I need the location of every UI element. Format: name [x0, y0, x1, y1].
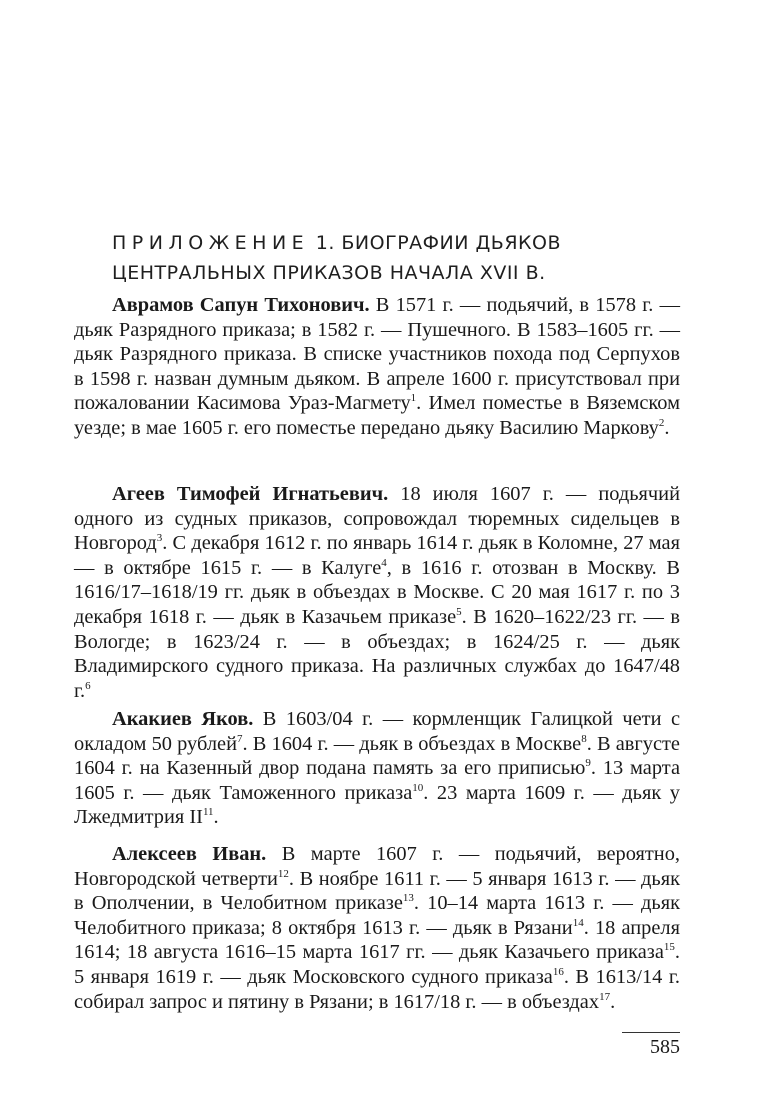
entry-name: Алексеев Иван.	[112, 843, 267, 865]
entry-paragraph	[74, 482, 680, 703]
entry-text: . 10–14 марта 1613 г. — дьяк Челобитного приказа; 8 октября 1613 г. — дьяк в Рязани	[74, 892, 681, 939]
footnote-ref: 4	[381, 556, 387, 569]
biography-entry	[74, 707, 680, 830]
entry-text: . В 1604 г. — дьяк в объездах в Москве	[242, 732, 582, 755]
entry-text: В марте 1607 г. — подьячий, вероятно, Новгородской четверти	[74, 843, 681, 890]
entry-paragraph	[74, 707, 680, 830]
entry-text: . 5 января 1619 г. — дьяк Московского судного приказа	[74, 941, 680, 988]
footnote-ref: 11	[202, 806, 214, 819]
footnote-ref: 15	[663, 941, 675, 954]
footnote-ref: 10	[412, 781, 424, 794]
footnote-ref: 2	[658, 417, 665, 430]
entry-text: . В ноябре 1611 г. — 5 января 1613 г. — дьяк в Ополчении, в Челобитном приказе	[74, 867, 680, 915]
entry-paragraph	[74, 842, 680, 1014]
entry-text: .	[664, 416, 670, 439]
entry-text: 18 июля 1607 г. — подьячий одного из судных приказов, сопровождал тюремных сидельцев в Новгород	[74, 483, 680, 555]
entry-paragraph	[74, 293, 680, 441]
biography-entry	[74, 842, 680, 1014]
footnote-ref: 5	[456, 606, 462, 619]
entry-text: . Имел поместье в Вяземском уезде; в мае 1605 г. его поместье передано дьяку Василию Маркову	[74, 392, 680, 439]
heading-line-1-rest: 1. БИОГРАФИИ ДЬЯКОВ	[315, 232, 562, 254]
page-number: 585	[650, 1036, 680, 1058]
entry-text: В 1571 г. — подьячий, в 1578 г. — дьяк Разрядного приказа; в 1582 г. — Пушечного. В 1583–1605 гг. — дьяк Разрядного приказа. В списке участников похода под Серпухов в 1598 г. назван думным дьяком. В апреле 1600 г. присутствовал при пожаловании Касимова Ураз-Магмету	[74, 294, 680, 415]
biography-entry	[74, 482, 680, 703]
entry-text: .	[610, 990, 616, 1013]
entry-text: . С декабря 1612 г. по январь 1614 г. дьяк в Коломне, 27 мая — в октябре 1615 г. — в Калуге	[74, 532, 680, 579]
footnote-ref: 1	[410, 392, 417, 405]
entry-text: , в 1616 г. отозван в Москву. В 1616/17–1618/19 гг. дьяк в объездах в Москве. С 20 мая 1617 г. по 3 декабря 1618 г. — дьяк в Казачьем приказе	[74, 556, 680, 628]
footnote-ref: 6	[85, 679, 91, 692]
page-number-rule	[622, 1032, 680, 1033]
entry-text: . В 1620–1622/23 гг. — в Вологде; в 1623/24 г. — в объездах; в 1624/25 г. — дьяк Владимирского судного приказа. На различных службах до 1647/48 г.	[74, 605, 681, 702]
footnote-ref: 7	[236, 732, 243, 745]
footnote-ref: 17	[599, 990, 611, 1003]
footnote-ref: 14	[572, 916, 584, 929]
biography-entry	[74, 293, 680, 441]
heading-line-2: ЦЕНТРАЛЬНЫХ ПРИКАЗОВ НАЧАЛА XVII В.	[112, 262, 546, 284]
entry-text: . 13 марта 1605 г. — дьяк Таможенного приказа	[74, 757, 680, 804]
entry-text: . 18 апреля 1614; 18 августа 1616–15 марта 1617 гг. — дьяк Казачьего приказа	[74, 916, 680, 964]
footnote-ref: 12	[277, 867, 289, 880]
footnote-ref: 3	[156, 532, 163, 545]
entry-text: . В августе 1604 г. на Казенный двор подана память за его приписью	[74, 732, 680, 780]
entry-text: В 1603/04 г. — кормленщик Галицкой чети с окладом 50 рублей	[74, 708, 680, 755]
appendix-heading	[112, 228, 672, 288]
footnote-ref: 9	[585, 757, 591, 770]
footnote-ref: 8	[581, 732, 587, 745]
entry-text: .	[213, 806, 219, 829]
entry-text: . В 1613/14 г. собирал запрос и пятину в Рязани; в 1617/18 г. — в объездах	[74, 965, 680, 1013]
entry-name: Агеев Тимофей Игнатьевич.	[112, 483, 389, 505]
entry-name: Аврамов Сапун Тихонович.	[112, 294, 370, 316]
entry-name: Акакиев Яков.	[112, 708, 254, 730]
footnote-ref: 13	[402, 892, 414, 905]
entry-text: . 23 марта 1609 г. — дьяк у Лжедмитрия II	[74, 781, 680, 829]
heading-appendix-word: ПРИЛОЖЕНИЕ	[112, 232, 310, 254]
heading-line-1	[112, 228, 672, 258]
footnote-ref: 16	[552, 966, 564, 979]
